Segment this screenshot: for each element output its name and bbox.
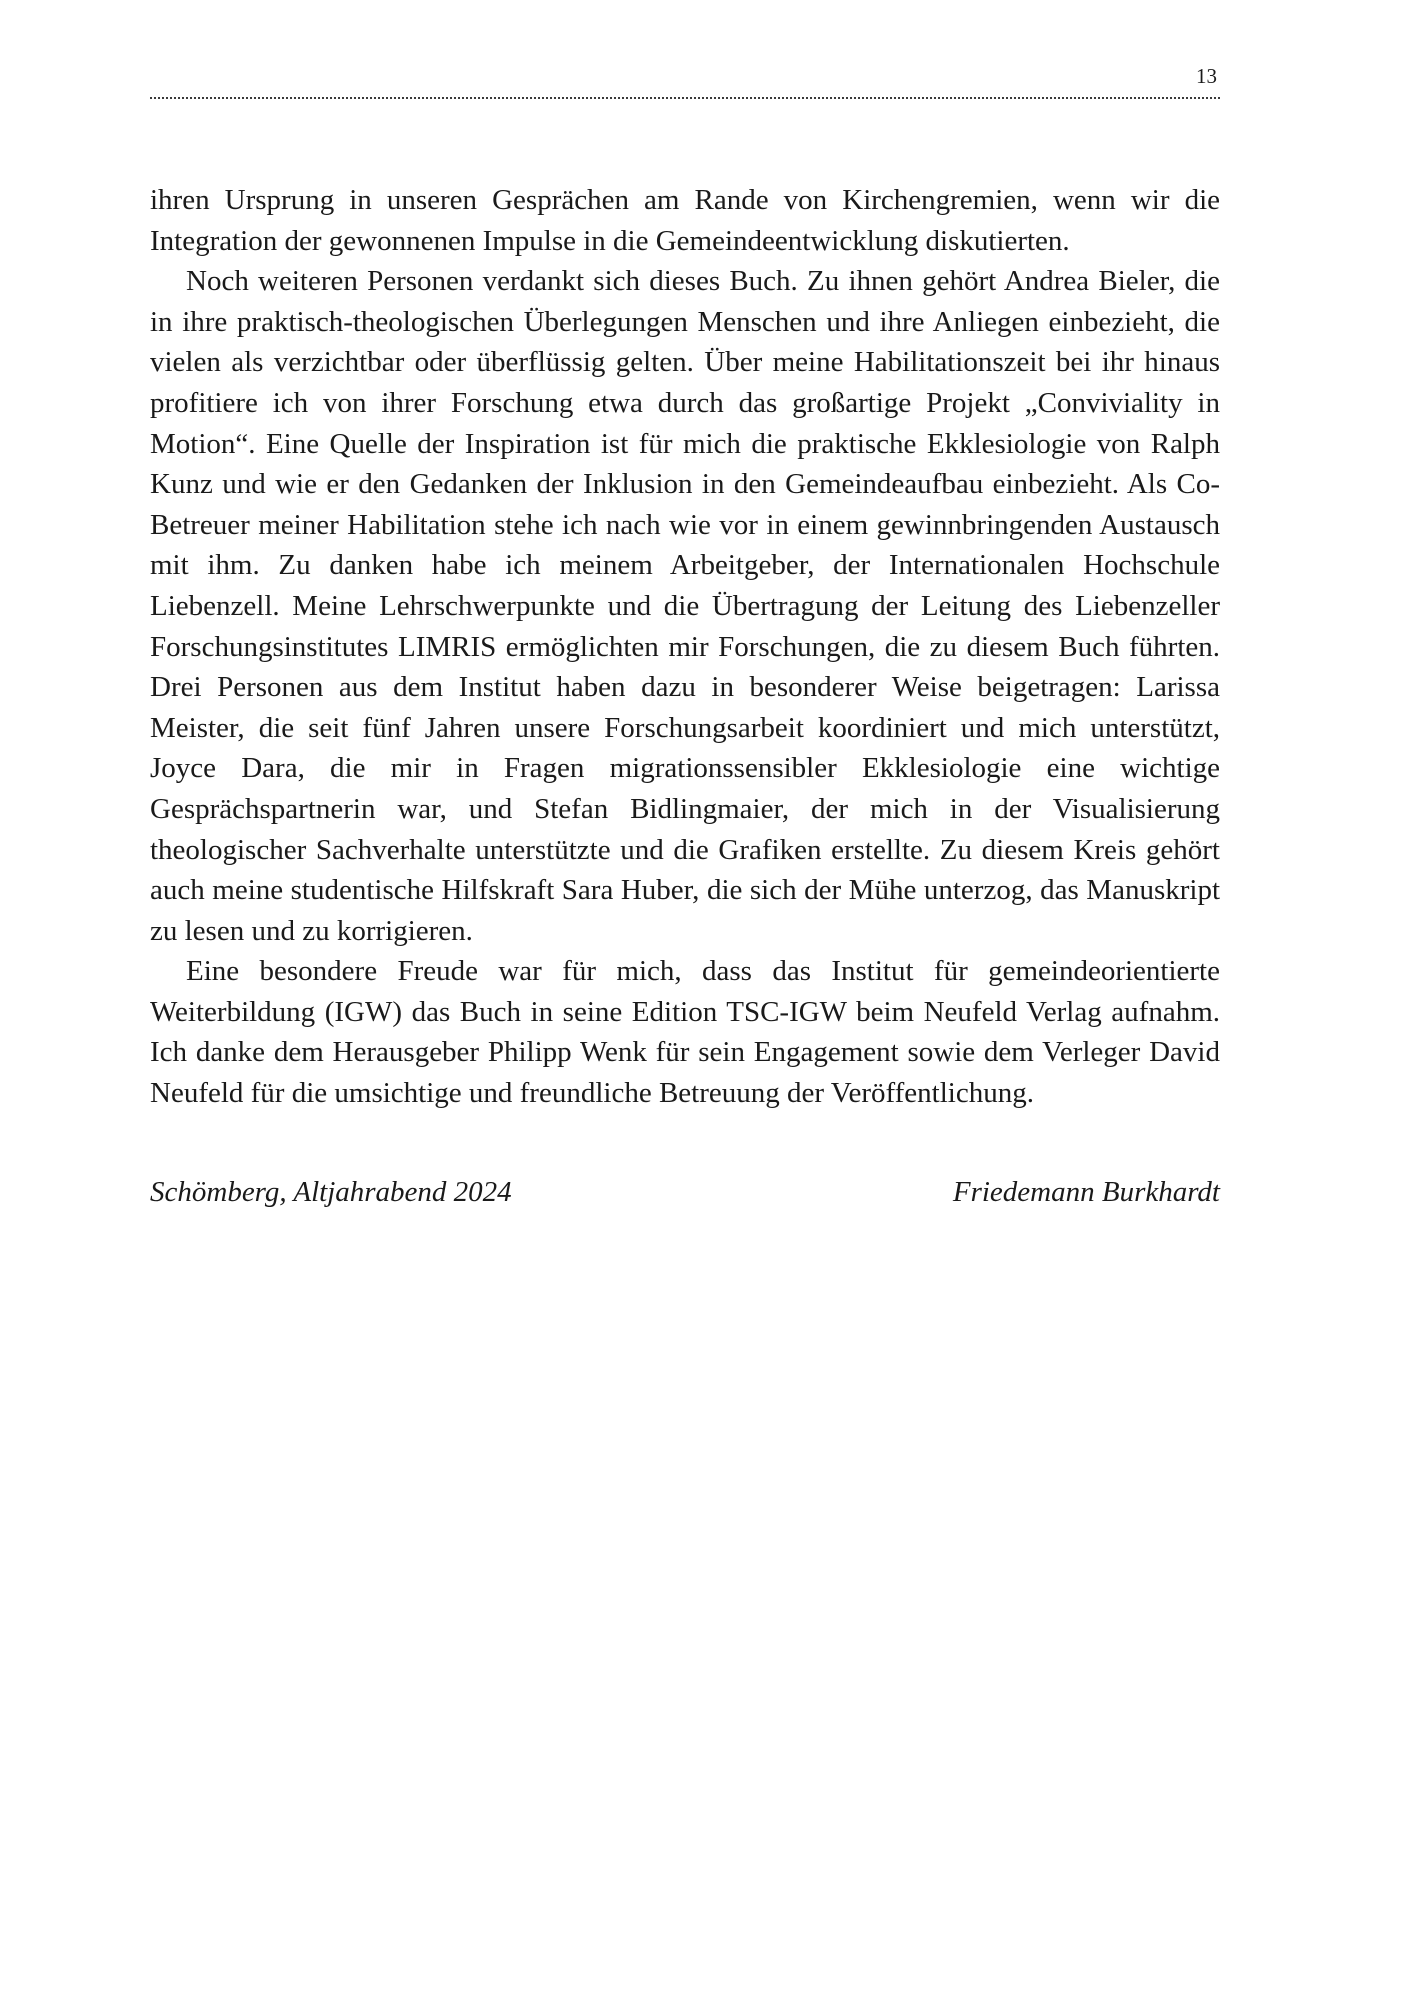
paragraph-continuation: ihren Ursprung in unseren Gesprächen am Rande von Kirchengremien, wenn wir die Integration der gewonnenen Impulse in die Gemeindeentwicklung diskutierten. <box>150 184 1220 257</box>
closing-line <box>150 1172 1220 1212</box>
header-rule <box>150 97 1220 99</box>
paragraph-acknowledgements: Noch weiteren Personen verdankt sich dieses Buch. Zu ihnen gehört Andrea Bieler, die in ihre praktisch-theologischen Überlegungen Menschen und ihre Anliegen einbezieht, die vielen als verzichtbar oder überflüssig gelten. Über meine Habilitationszeit bei ihr hinaus profitiere ich von ihrer Forschung etwa durch das großartige Projekt „Conviviality in Motion“. Eine Quelle der Inspiration ist für mich die praktische Ekklesiologie von Ralph Kunz und wie er den Gedanken der Inklusion in den Gemeindeaufbau einbezieht. Als Co-Betreuer meiner Habilitation stehe ich nach wie vor in einem gewinnbringenden Austausch mit ihm. Zu danken habe ich meinem Arbeitgeber, der Internationalen Hochschule Liebenzell. Meine Lehrschwerpunkte und die Übertragung der Leitung des Liebenzeller Forschungsinstitutes LIMRIS ermöglichten mir Forschungen, die zu diesem Buch führten. Drei Personen aus dem Institut haben dazu in besonderer Weise beigetragen: Larissa Meister, die seit fünf Jahren unsere Forschungsarbeit koordiniert und mich unterstützt, Joyce Dara, die mir in Fragen migrationssensibler Ekklesiologie eine wichtige Gesprächspartnerin war, und Stefan Bidlingmaier, der mich in der Visualisierung theologischer Sachverhalte unterstützte und die Grafiken erstellte. Zu diesem Kreis gehört auch meine studentische Hilfskraft Sara Huber, die sich der Mühe unterzog, das Manuskript zu lesen und zu korrigieren. <box>150 265 1220 947</box>
page-number: 13 <box>1196 64 1217 88</box>
paragraph-publisher-thanks: Eine besondere Freude war für mich, dass das Institut für gemeindeorientierte Weiterbildung (IGW) das Buch in seine Edition TSC-IGW beim Neufeld Verlag aufnahm. Ich danke dem Herausgeber Philipp Wenk für sein Engagement sowie dem Verleger David Neufeld für die umsichtige und freundliche Betreuung der Veröffentlichung. <box>150 955 1220 1110</box>
place-date: Schömberg, Altjahrabend 2024 <box>150 1176 512 1208</box>
author-name: Friedemann Burkhardt <box>952 1176 1220 1208</box>
body-text <box>150 180 1220 1114</box>
